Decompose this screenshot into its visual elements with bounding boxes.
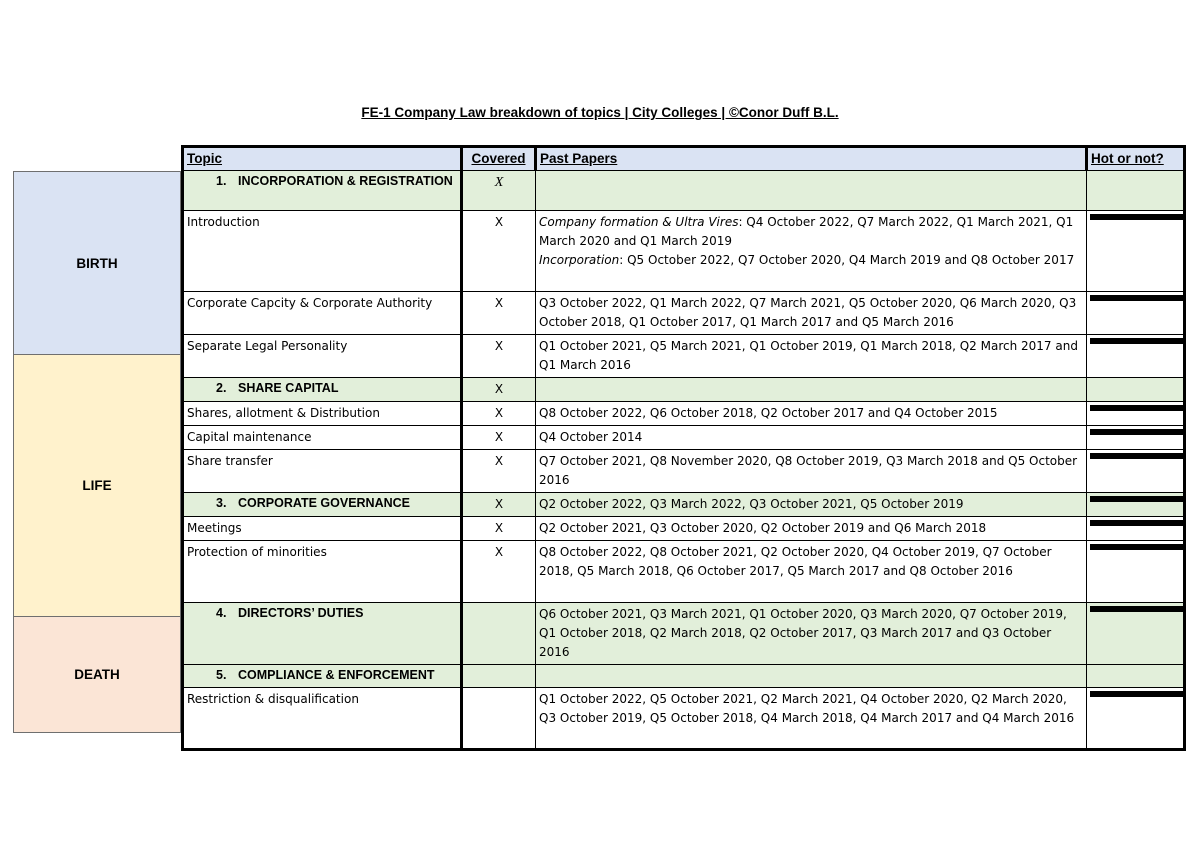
papers-list: : Q4 October 2022, Q7 March 2022, Q1 March 2021, Q1 March 2020 and Q1 March 2019 bbox=[539, 215, 1074, 248]
section-row bbox=[183, 665, 1185, 688]
topic-cell: Corporate Capcity & Corporate Authority bbox=[183, 292, 462, 335]
covered-cell: X bbox=[462, 541, 536, 603]
papers-cell: Q8 October 2022, Q8 October 2021, Q2 October 2020, Q4 October 2019, Q7 October 2018, Q5 March 2018, Q6 October 2017, Q5 March 2017 and Q8 October 2016 bbox=[536, 541, 1087, 603]
covered-cell: X bbox=[462, 335, 536, 378]
page-title: FE-1 Company Law breakdown of topics | City Colleges | ©Conor Duff B.L. bbox=[361, 105, 839, 120]
section-title: CORPORATE GOVERNANCE bbox=[238, 496, 411, 510]
heat-swatch bbox=[1090, 606, 1183, 612]
section-topic bbox=[183, 603, 462, 665]
covered-cell: X bbox=[462, 378, 536, 402]
heat-swatch bbox=[1090, 453, 1183, 459]
covered-cell: X bbox=[462, 292, 536, 335]
hot-cell bbox=[1087, 426, 1185, 450]
phase-life bbox=[13, 354, 181, 617]
heat-swatch bbox=[1090, 496, 1183, 502]
hot-cell bbox=[1087, 171, 1185, 211]
section-number: 2. bbox=[216, 381, 227, 395]
section-row bbox=[183, 378, 1185, 402]
hot-cell bbox=[1087, 541, 1185, 603]
papers-list: : Q5 October 2022, Q7 October 2020, Q4 March 2019 and Q8 October 2017 bbox=[619, 253, 1075, 267]
table-row bbox=[183, 450, 1185, 493]
papers-label: Incorporation bbox=[539, 253, 620, 267]
heat-swatch bbox=[1090, 295, 1183, 301]
covered-cell: X bbox=[462, 402, 536, 426]
topics-table bbox=[181, 145, 1186, 751]
table-row bbox=[183, 426, 1185, 450]
table-row bbox=[183, 688, 1185, 750]
topic-cell: Shares, allotment & Distribution bbox=[183, 402, 462, 426]
section-topic bbox=[183, 665, 462, 688]
papers-cell: Q8 October 2022, Q6 October 2018, Q2 October 2017 and Q4 October 2015 bbox=[536, 402, 1087, 426]
section-topic bbox=[183, 493, 462, 517]
header-topic: Topic bbox=[183, 147, 462, 171]
table-row bbox=[183, 402, 1185, 426]
papers-cell bbox=[536, 665, 1087, 688]
covered-cell: X bbox=[462, 517, 536, 541]
section-title: INCORPORATION & REGISTRATION bbox=[238, 174, 453, 188]
hot-cell bbox=[1087, 665, 1185, 688]
heat-swatch bbox=[1090, 429, 1183, 435]
heat-swatch bbox=[1090, 520, 1183, 526]
table-row bbox=[183, 541, 1185, 603]
covered-cell bbox=[462, 688, 536, 750]
topic-cell: Capital maintenance bbox=[183, 426, 462, 450]
papers-cell bbox=[536, 211, 1087, 292]
hot-cell bbox=[1087, 335, 1185, 378]
phase-birth-label: BIRTH bbox=[76, 255, 118, 271]
hot-cell bbox=[1087, 688, 1185, 750]
papers-cell: Q7 October 2021, Q8 November 2020, Q8 October 2019, Q3 March 2018 and Q5 October 2016 bbox=[536, 450, 1087, 493]
topic-cell: Introduction bbox=[183, 211, 462, 292]
phase-birth bbox=[13, 171, 181, 355]
table-row bbox=[183, 335, 1185, 378]
phase-life-label: LIFE bbox=[82, 478, 112, 493]
topic-cell: Protection of minorities bbox=[183, 541, 462, 603]
heat-swatch bbox=[1090, 544, 1183, 550]
papers-label: Company formation & Ultra Vires bbox=[539, 215, 739, 229]
section-number: 1. bbox=[216, 174, 227, 188]
papers-cell: Q3 October 2022, Q1 March 2022, Q7 March 2021, Q5 October 2020, Q6 March 2020, Q3 October 2018, Q1 October 2017, Q1 March 2017 and Q5 March 2016 bbox=[536, 292, 1087, 335]
header-hot-or-not: Hot or not? bbox=[1087, 147, 1185, 171]
papers-cell: Q4 October 2014 bbox=[536, 426, 1087, 450]
section-number: 3. bbox=[216, 496, 227, 510]
papers-cell: Q1 October 2022, Q5 October 2021, Q2 March 2021, Q4 October 2020, Q2 March 2020, Q3 October 2019, Q5 October 2018, Q4 March 2018, Q4 March 2017 and Q4 March 2016 bbox=[536, 688, 1087, 750]
hot-cell bbox=[1087, 517, 1185, 541]
covered-cell: X bbox=[462, 211, 536, 292]
heat-swatch bbox=[1090, 691, 1183, 697]
papers-cell bbox=[536, 171, 1087, 211]
hot-cell bbox=[1087, 450, 1185, 493]
topic-cell: Meetings bbox=[183, 517, 462, 541]
topic-cell: Separate Legal Personality bbox=[183, 335, 462, 378]
table-row bbox=[183, 211, 1185, 292]
heat-swatch bbox=[1090, 405, 1183, 411]
topic-cell: Share transfer bbox=[183, 450, 462, 493]
papers-cell: Q2 October 2021, Q3 October 2020, Q2 October 2019 and Q6 March 2018 bbox=[536, 517, 1087, 541]
covered-cell bbox=[462, 665, 536, 688]
hot-cell bbox=[1087, 292, 1185, 335]
section-number: 5. bbox=[216, 668, 227, 682]
section-title: SHARE CAPITAL bbox=[238, 381, 339, 395]
hot-cell bbox=[1087, 402, 1185, 426]
section-topic bbox=[183, 378, 462, 402]
section-row bbox=[183, 171, 1185, 211]
papers-cell bbox=[536, 378, 1087, 402]
hot-cell bbox=[1087, 211, 1185, 292]
section-title: COMPLIANCE & ENFORCEMENT bbox=[238, 668, 435, 682]
papers-cell: Q1 October 2021, Q5 March 2021, Q1 October 2019, Q1 March 2018, Q2 March 2017 and Q1 March 2016 bbox=[536, 335, 1087, 378]
table-row bbox=[183, 517, 1185, 541]
papers-cell: Q6 October 2021, Q3 March 2021, Q1 October 2020, Q3 March 2020, Q7 October 2019, Q1 October 2018, Q2 March 2018, Q2 October 2017, Q3 March 2017 and Q3 October 2016 bbox=[536, 603, 1087, 665]
covered-cell bbox=[462, 603, 536, 665]
topic-cell: Restriction & disqualification bbox=[183, 688, 462, 750]
section-row bbox=[183, 603, 1185, 665]
phase-death bbox=[13, 616, 181, 733]
covered-cell bbox=[462, 171, 536, 211]
covered-mark: X bbox=[494, 175, 504, 190]
header-covered: Covered bbox=[462, 147, 536, 171]
table-row bbox=[183, 292, 1185, 335]
covered-cell: X bbox=[462, 450, 536, 493]
covered-cell: X bbox=[462, 426, 536, 450]
heat-swatch bbox=[1090, 338, 1183, 344]
section-number: 4. bbox=[216, 606, 227, 620]
section-title: DIRECTORS’ DUTIES bbox=[238, 606, 364, 620]
covered-cell: X bbox=[462, 493, 536, 517]
hot-cell bbox=[1087, 493, 1185, 517]
header-past-papers: Past Papers bbox=[536, 147, 1087, 171]
section-row bbox=[183, 493, 1185, 517]
heat-swatch bbox=[1090, 214, 1183, 220]
header-row bbox=[183, 147, 1185, 171]
phase-death-label: DEATH bbox=[74, 667, 120, 682]
papers-cell: Q2 October 2022, Q3 March 2022, Q3 October 2021, Q5 October 2019 bbox=[536, 493, 1087, 517]
hot-cell bbox=[1087, 603, 1185, 665]
hot-cell bbox=[1087, 378, 1185, 402]
section-topic bbox=[183, 171, 462, 211]
